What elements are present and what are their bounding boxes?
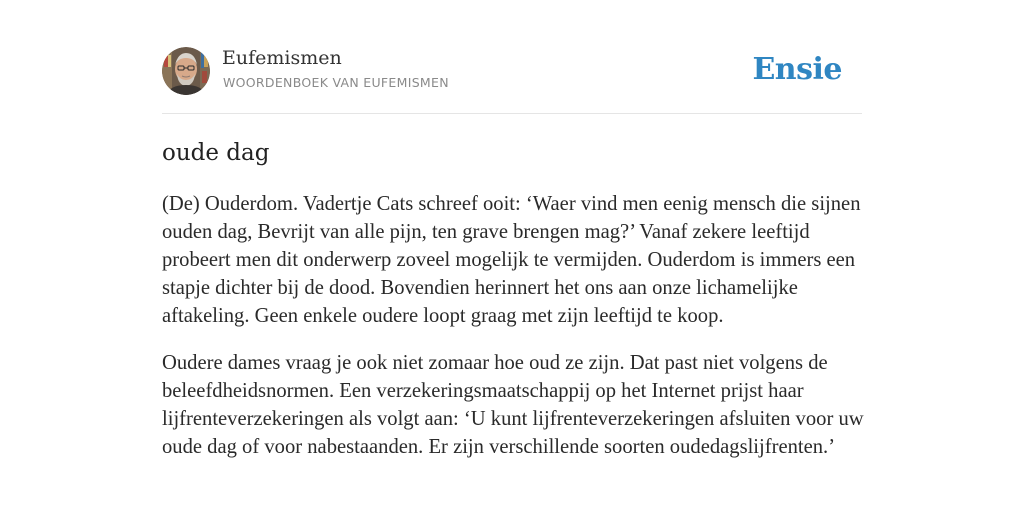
entry-paragraph: Oudere dames vraag je ook niet zomaar hoe oud ze zijn. Dat past niet volgens de beleefdheidsnormen. Een verzekeringsmaatschappij op het Internet prijst haar lijfrenteverzekeringen als volgt aan: ‘U kunt lijfrenteverzekeringen afsluiten voor uw oude dag of voor nabestaanden. Er zijn verschillende soorten oudedagslijfrenten.’ — [162, 352, 864, 458]
entry-header — [162, 46, 862, 96]
header-divider — [162, 113, 862, 114]
ensie-logo[interactable]: Ensie — [752, 52, 842, 87]
entry-body — [162, 190, 864, 480]
entry-title: oude dag — [162, 140, 270, 166]
author-subtitle[interactable]: WOORDENBOEK VAN EUFEMISMEN — [223, 75, 449, 90]
author-name[interactable]: Eufemismen — [222, 47, 342, 69]
entry-paragraph: (De) Ouderdom. Vadertje Cats schreef ooit: ‘Waer vind men eenig mensch die sijnen ouden dag, Bevrijt van alle pijn, ten grave brengen mag?’ Vanaf zekere leeftijd probeert men dit onderwerp zoveel mogelijk te vermijden. Ouderdom is immers een stapje dichter bij de dood. Bovendien herinnert het ons aan onze lichamelijke aftakeling. Geen enkele oudere loopt graag met zijn leeftijd te koop. — [162, 193, 861, 327]
author-avatar[interactable] — [162, 47, 210, 95]
